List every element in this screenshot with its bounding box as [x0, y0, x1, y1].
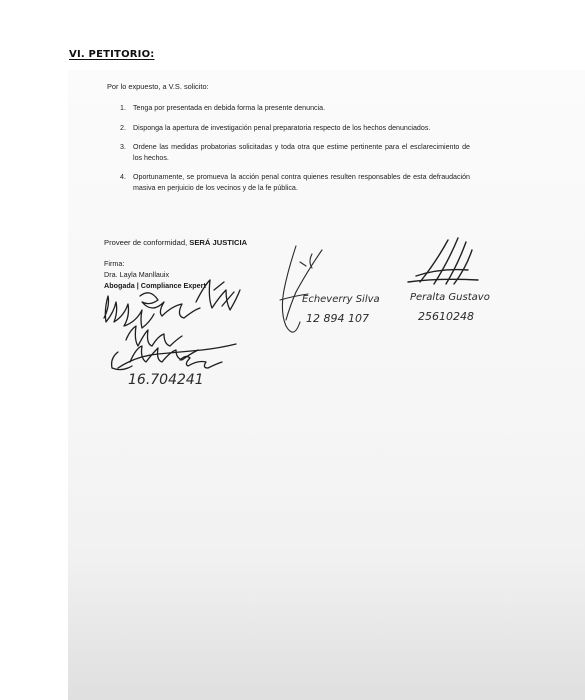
signer-title: Abogada | Compliance Expert [104, 281, 206, 290]
petition-list [120, 103, 470, 202]
signature-3-name: Peralta Gustavo [410, 292, 490, 303]
item-text: Disponga la apertura de investigación penal preparatoria respecto de los hechos denunciados. [133, 123, 431, 132]
item-text: Tenga por presentada en debida forma la presente denuncia. [133, 104, 326, 112]
petition-item [120, 142, 470, 163]
scan-shadow [68, 560, 585, 700]
signature-2-name: Echeverry Silva [302, 294, 380, 305]
signature-label: Firma: [104, 259, 125, 268]
signature-block [104, 258, 206, 291]
intro-text: Por lo expuesto, a V.S. solicito: [107, 82, 209, 91]
closing-emphasis: SERÁ JUSTICIA [189, 238, 248, 247]
closing-line [104, 238, 247, 247]
item-number: 3. [120, 143, 126, 151]
item-text: Oportunamente, se promueva la acción penal contra quienes resulten responsables de esta defraudación masiva en perjuicio de los vecinos y de la fe pública. [133, 173, 470, 192]
closing-prefix: Proveer de conformidad, [104, 238, 188, 247]
signature-3-number: 25610248 [418, 310, 474, 323]
petition-item [120, 123, 470, 134]
signer-name: Dra. Layla Manllauix [104, 270, 170, 279]
signature-2-number: 12 894 107 [306, 312, 369, 325]
item-number: 2. [120, 123, 126, 132]
petition-item [120, 103, 470, 114]
item-number: 4. [120, 173, 126, 181]
section-heading: VI. PETITORIO: [69, 49, 155, 60]
petition-item [120, 172, 470, 193]
item-text: Ordene las medidas probatorias solicitadas y toda otra que estime pertinente para el esclarecimiento de los hechos. [133, 143, 470, 162]
item-number: 1. [120, 104, 126, 112]
signature-1-number: 16.704241 [128, 372, 204, 388]
